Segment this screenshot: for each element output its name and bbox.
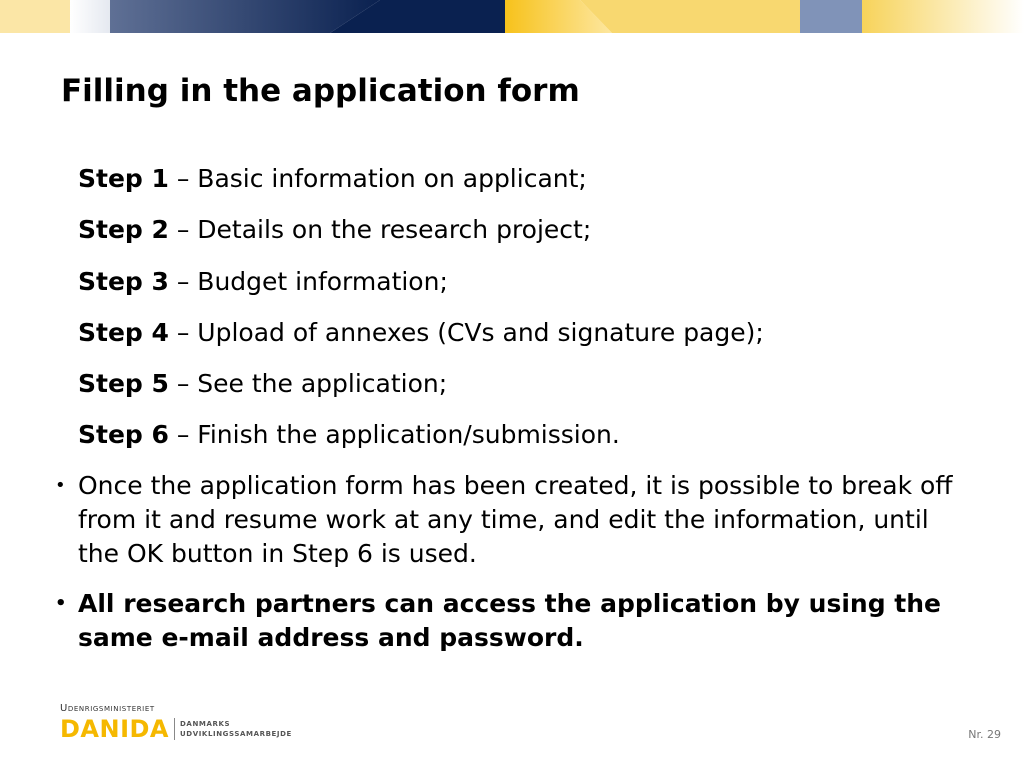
- step-item: [78, 365, 978, 416]
- brand-sub-line1: DANMARKS: [180, 720, 231, 728]
- steps-list: [78, 160, 978, 468]
- step-text: – Details on the research project;: [168, 215, 592, 245]
- step-item: [78, 211, 978, 262]
- step-text: – Finish the application/submission.: [168, 420, 620, 450]
- step-label: Step 4: [78, 317, 169, 347]
- logo-divider: [174, 718, 175, 740]
- bullet-icon: •: [55, 593, 67, 614]
- bullet-item: [55, 587, 955, 655]
- bullet-text: Once the application form has been created, it is possible to break off from it and resume work at any time, and edit the information, until the OK button in Step 6 is used.: [78, 471, 953, 568]
- step-text: – See the application;: [168, 369, 448, 399]
- step-item: [78, 416, 978, 467]
- decorative-banner: [0, 0, 1024, 33]
- step-label: Step 1: [78, 164, 169, 193]
- ministry-name: Udenrigsministeriet: [60, 703, 155, 714]
- brand-subtitle: [180, 719, 292, 739]
- step-text: – Budget information;: [168, 266, 448, 296]
- step-item: [78, 263, 978, 314]
- step-text: – Basic information on applicant;: [168, 164, 587, 193]
- slide-title: Filling in the application form: [61, 73, 580, 109]
- step-text: – Upload of annexes (CVs and signature page);: [168, 317, 764, 347]
- step-label: Step 3: [78, 266, 169, 296]
- step-item: [78, 160, 978, 211]
- brand-sub-line2: UDVIKLINGSSAMARBEJDE: [180, 730, 292, 738]
- step-item: [78, 314, 978, 365]
- bullet-item: [55, 469, 955, 571]
- step-label: Step 2: [78, 215, 169, 245]
- page-number: Nr. 29: [968, 728, 1001, 741]
- bullet-list: [55, 469, 955, 671]
- danida-logo: [60, 703, 292, 742]
- step-label: Step 5: [78, 369, 169, 399]
- bullet-icon: •: [55, 475, 66, 496]
- step-label: Step 6: [78, 420, 169, 450]
- brand-name: DANIDA: [60, 715, 170, 743]
- bullet-text: All research partners can access the application by using the same e-mail address and password.: [78, 589, 942, 652]
